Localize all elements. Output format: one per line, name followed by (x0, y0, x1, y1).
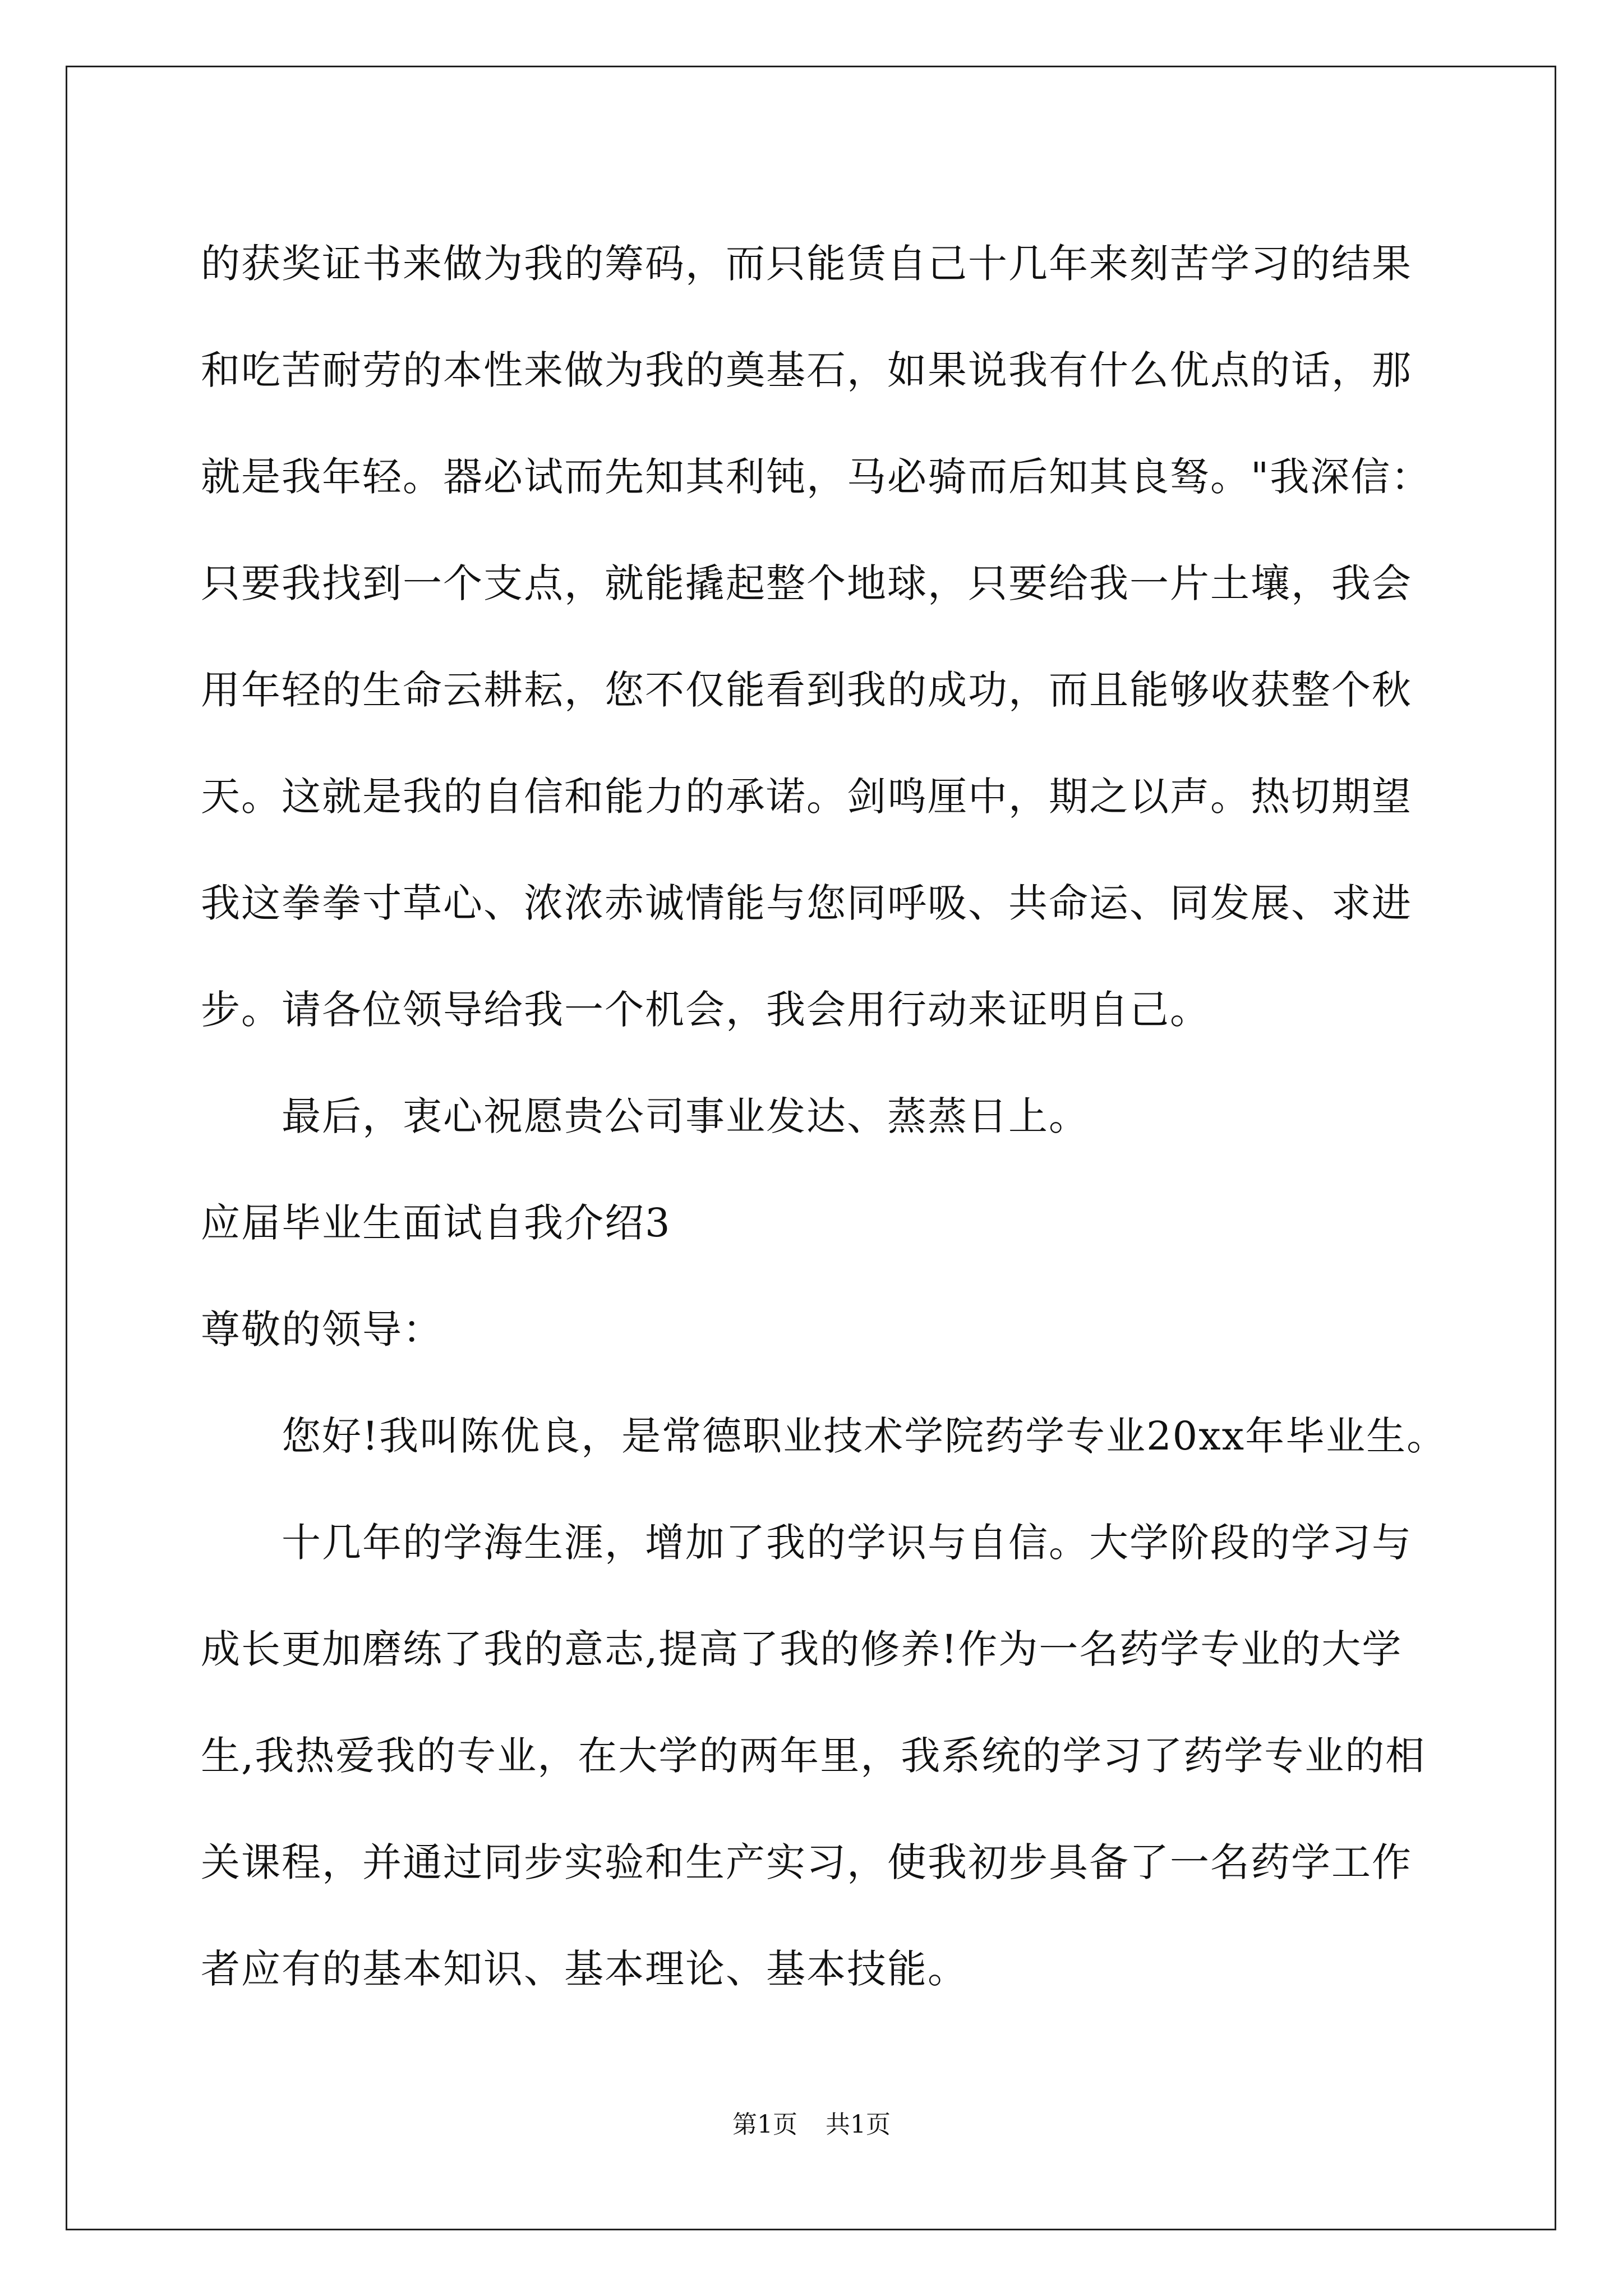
text-line: 十几年的学海生涯，增加了我的学识与自信。大学阶段的学习与 (282, 1520, 1412, 1566)
closing-wish-line: 最后，衷心祝愿贵公司事业发达、蒸蒸日上。 (282, 1093, 1089, 1139)
text-line: 天。这就是我的自信和能力的承诺。剑鸣厘中，期之以声。热切期望 (201, 774, 1412, 820)
text-line: 的获奖证书来做为我的筹码，而只能赁自己十几年来刻苦学习的结果 (201, 241, 1412, 287)
text-line: 和吃苦耐劳的本性来做为我的奠基石，如果说我有什么优点的话，那 (201, 347, 1412, 393)
text-line: 只要我找到一个支点，就能撬起整个地球，只要给我一片土壤，我会 (201, 560, 1412, 606)
text-line: 用年轻的生命云耕耘，您不仅能看到我的成功，而且能够收获整个秋 (201, 667, 1412, 713)
section-heading: 应届毕业生面试自我介绍3 (201, 1200, 671, 1246)
greeting-line: 您好!我叫陈优良，是常德职业技术学院药学专业20xx年毕业生。 (282, 1413, 1447, 1459)
text-line: 关课程，并通过同步实验和生产实习，使我初步具备了一名药学工作 (201, 1839, 1412, 1885)
salutation-line: 尊敬的领导： (201, 1306, 443, 1352)
text-line: 生,我热爱我的专业，在大学的两年里，我系统的学习了药学专业的相 (201, 1733, 1426, 1779)
text-line: 就是我年轻。器必试而先知其利钝，马必骑而后知其良驽。"我深信： (201, 454, 1432, 500)
document-body (201, 210, 1447, 2022)
text-line: 成长更加磨练了我的意志,提高了我的修养!作为一名药学专业的大学 (201, 1626, 1403, 1672)
text-line: 者应有的基本知识、基本理论、基本技能。 (201, 1946, 968, 1992)
page-footer (0, 2108, 1623, 2142)
page-number: 第1页 (732, 2110, 797, 2139)
text-line: 我这拳拳寸草心、浓浓赤诚情能与您同呼吸、共命运、同发展、求进 (201, 880, 1412, 926)
text-line: 步。请各位领导给我一个机会，我会用行动来证明自己。 (201, 987, 1210, 1033)
page-total: 共1页 (826, 2110, 891, 2139)
